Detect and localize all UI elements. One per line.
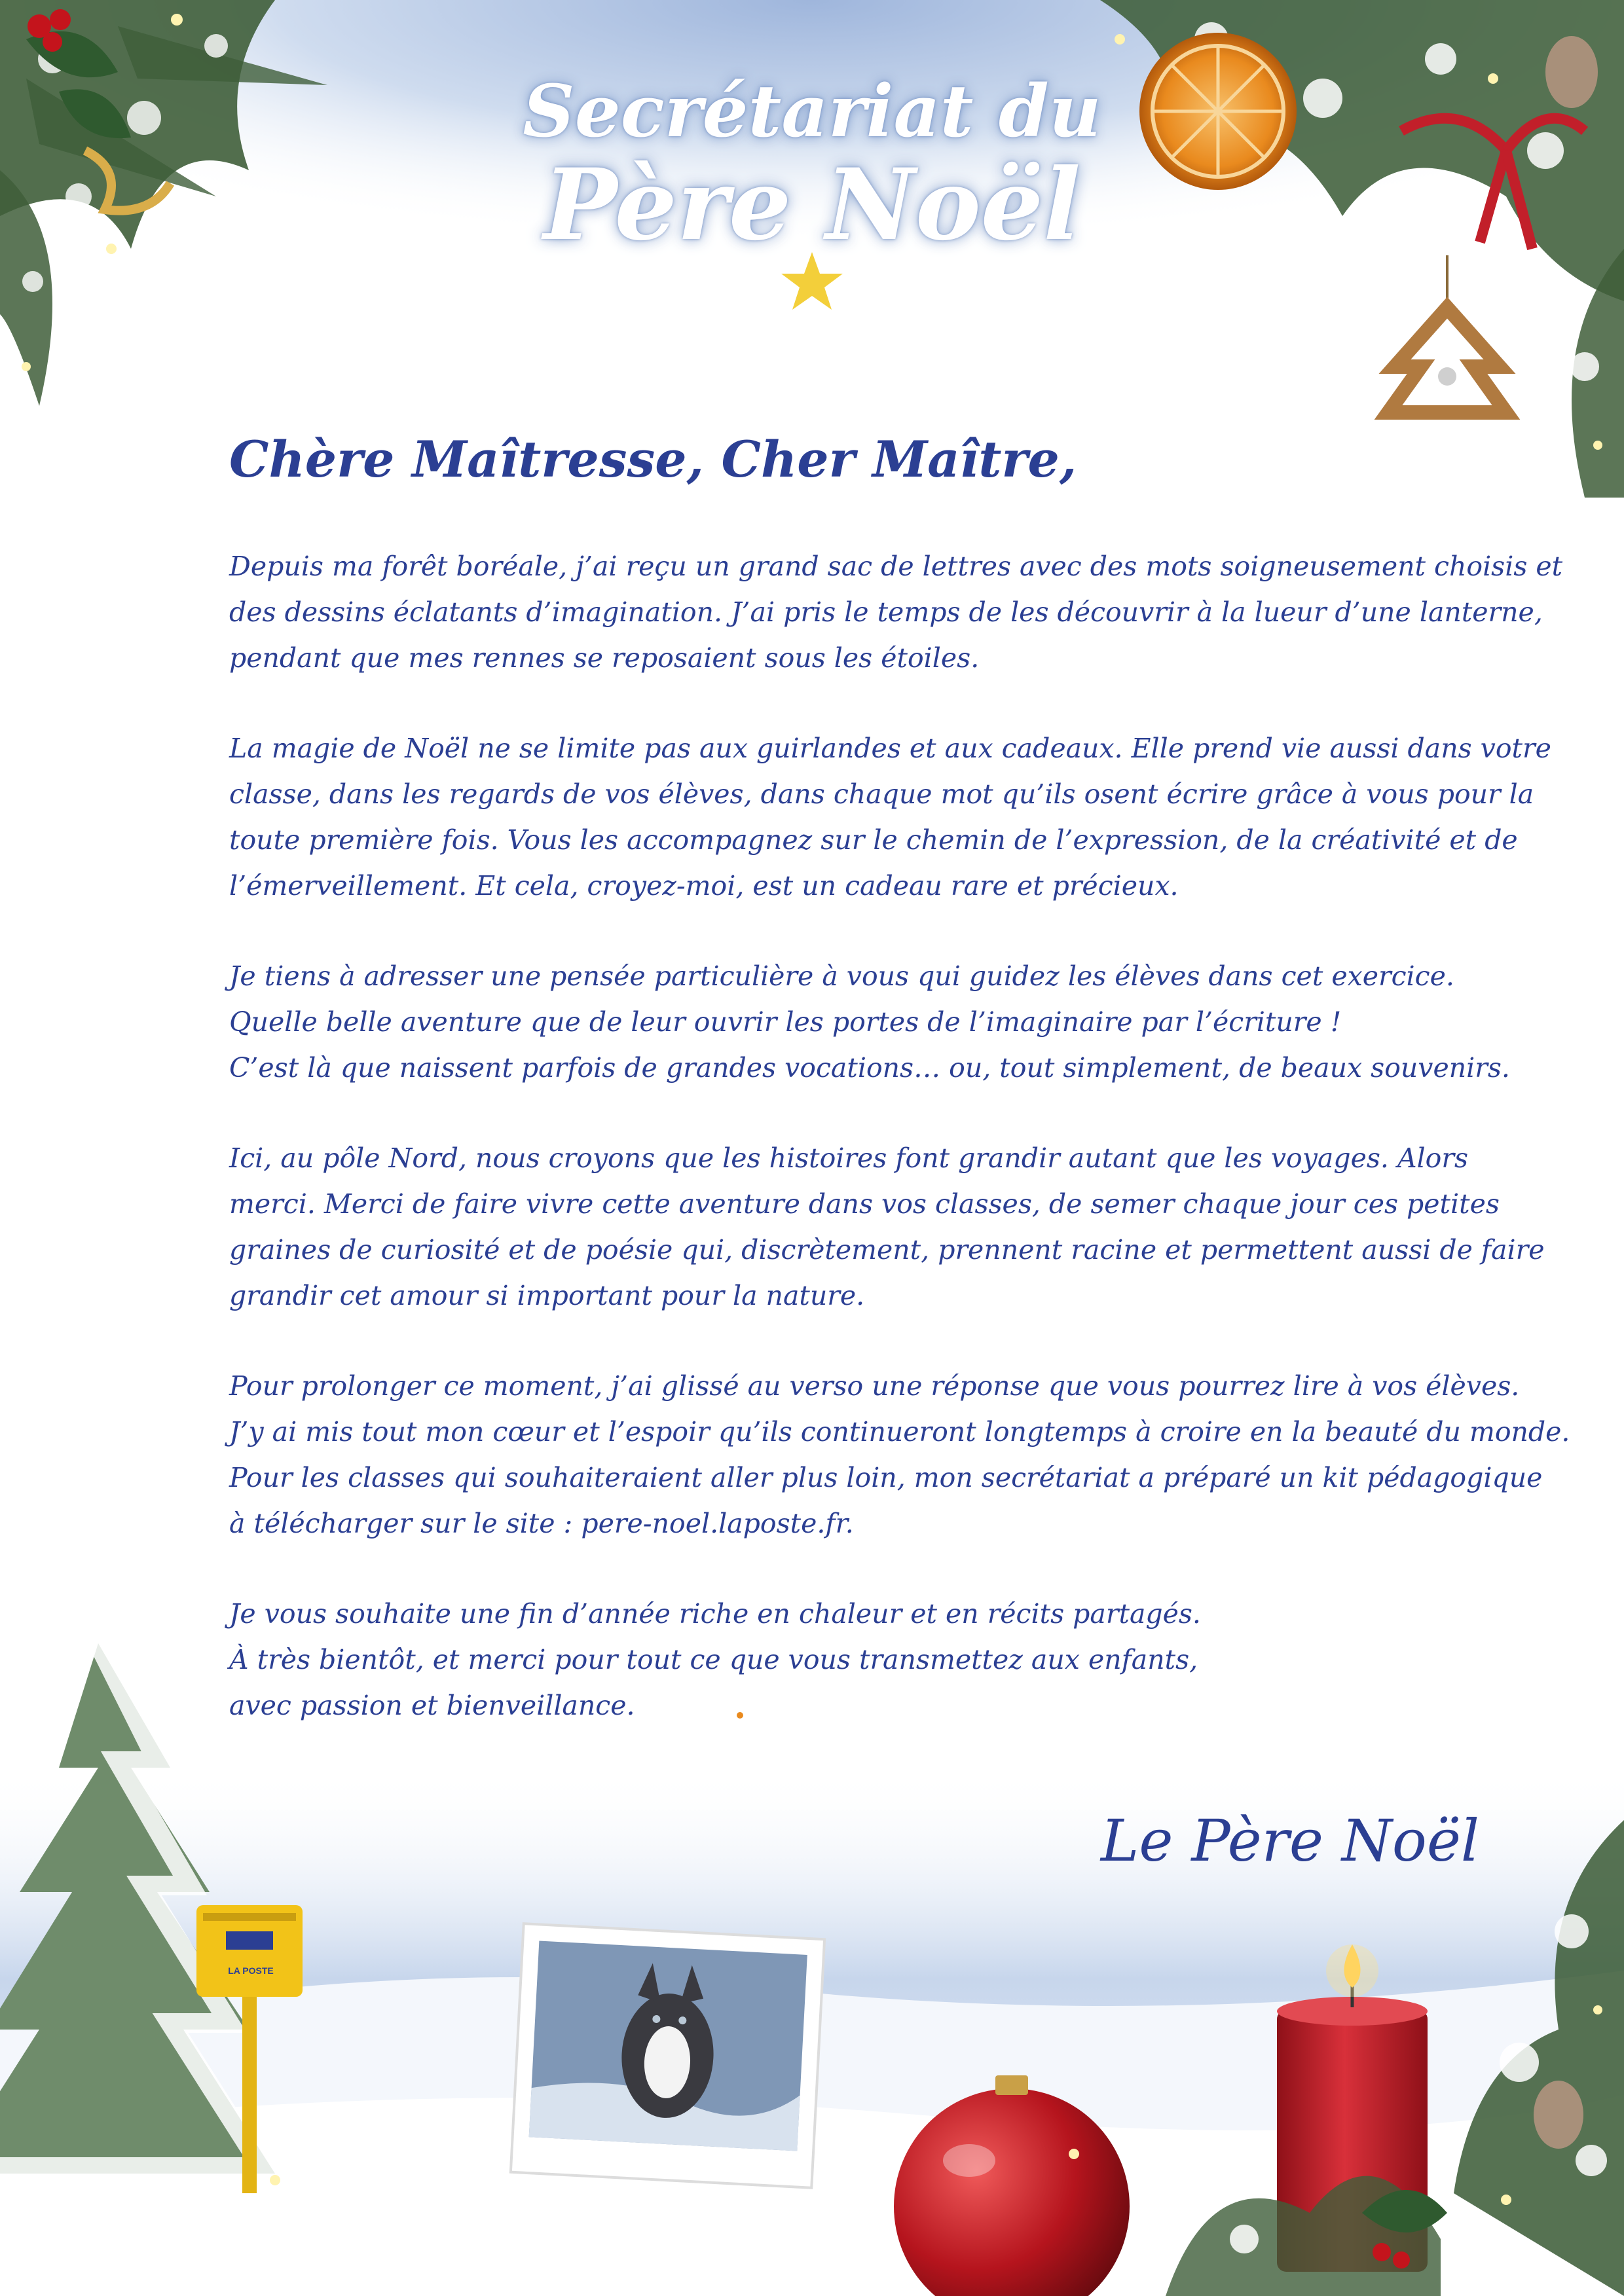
paragraph-line: avec passion et bienveillance.: [229, 1689, 635, 1721]
paragraph-line: Depuis ma forêt boréale, j’ai reçu un grand sac de lettres avec des mots soigneusement choisis et: [229, 550, 1563, 582]
paragraph-line: Ici, au pôle Nord, nous croyons que les histoires font grandir autant que les voyages. Alors: [229, 1142, 1468, 1174]
paragraph-line: Je tiens à adresser une pensée particulière à vous qui guidez les élèves dans cet exercice.: [229, 960, 1454, 992]
paragraph-line: toute première fois. Vous les accompagnez sur le chemin de l’expression, de la créativité et de: [229, 824, 1518, 856]
paragraph-line: Pour les classes qui souhaiteraient aller plus loin, mon secrétariat a préparé un kit pédagogique: [229, 1461, 1543, 1493]
paragraph-line: J’y ai mis tout mon cœur et l’espoir qu’ils continueront longtemps à croire en la beauté du monde.: [229, 1415, 1570, 1448]
letter-greeting: Chère Maîtresse, Cher Maître,: [229, 430, 1077, 488]
paragraph-line: À très bientôt, et merci pour tout ce que vous transmettez aux enfants,: [229, 1643, 1198, 1675]
paragraph-line: Pour prolonger ce moment, j’ai glissé au verso une réponse que vous pourrez lire à vos élèves.: [229, 1370, 1520, 1402]
pinecone-bottom-right: [1534, 2081, 1583, 2149]
paragraph-3: [229, 953, 1510, 1091]
paragraph-5: [229, 1363, 1570, 1546]
title-line-1: Secrétariat du: [523, 69, 1101, 153]
paragraph-line: C’est là que naissent parfois de grandes vocations… ou, tout simplement, de beaux souvenirs.: [229, 1051, 1510, 1084]
paragraph-line: grandir cet amour si important pour la nature.: [229, 1279, 865, 1311]
signature: Le Père Noël: [1100, 1807, 1480, 1874]
paragraph-line: pendant que mes rennes se reposaient sous les étoiles.: [229, 642, 980, 674]
paragraph-line: Je vous souhaite une fin d’année riche en chaleur et en récits partagés.: [229, 1597, 1201, 1630]
paragraph-2: [229, 725, 1551, 909]
letter-body: [229, 430, 1570, 1773]
paragraph-line: merci. Merci de faire vivre cette aventure dans vos classes, de semer chaque jour ces petites: [229, 1188, 1500, 1220]
paragraph-line: à télécharger sur le site : pere-noel.laposte.fr.: [229, 1507, 854, 1539]
paragraph-line: l’émerveillement. Et cela, croyez-moi, est un cadeau rare et précieux.: [229, 869, 1179, 902]
title-line-2: Père Noël: [543, 147, 1081, 263]
paragraph-1: [229, 543, 1563, 681]
paragraph-line: Quelle belle aventure que de leur ouvrir les portes de l’imaginaire par l’écriture !: [229, 1006, 1342, 1038]
husky-photo: [511, 1923, 824, 2188]
paragraph-line: graines de curiosité et de poésie qui, discrètement, prennent racine et permettent aussi de faire: [229, 1233, 1545, 1266]
header-title: [0, 0, 1624, 340]
paragraph-6: [229, 1591, 1506, 1728]
paragraph-line: classe, dans les regards de vos élèves, dans chaque mot qu’ils osent écrire grâce à vous pour la: [229, 778, 1534, 810]
paragraph-4: [229, 1135, 1545, 1319]
paragraph-line: des dessins éclatants d’imagination. J’ai pris le temps de les découvrir à la lueur d’une lanterne,: [229, 596, 1543, 628]
mailbox-label: LA POSTE: [228, 1965, 274, 1976]
paragraph-line: La magie de Noël ne se limite pas aux guirlandes et aux cadeaux. Elle prend vie aussi dans votre: [229, 732, 1551, 764]
